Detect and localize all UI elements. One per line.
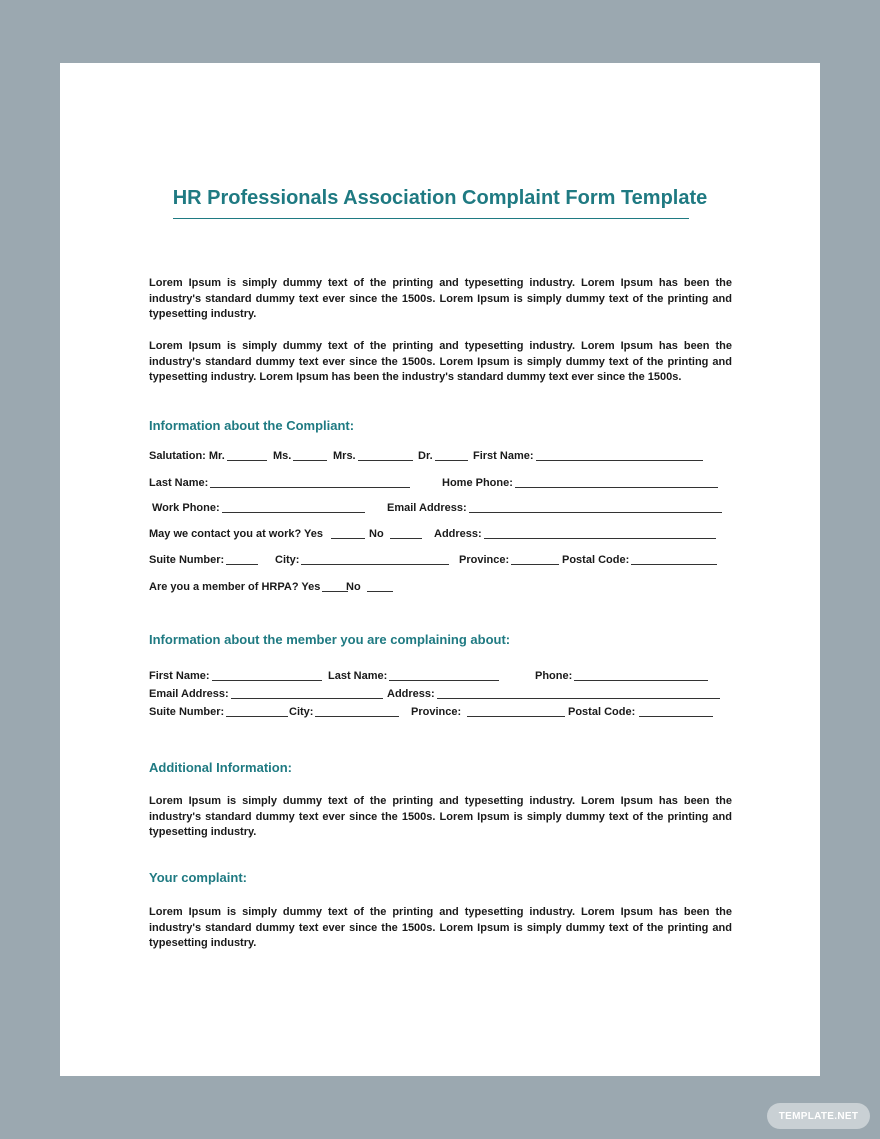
province-label: Province: xyxy=(459,554,510,566)
home-phone-label: Home Phone: xyxy=(442,477,513,489)
ms-label: Ms. xyxy=(273,450,292,462)
mrs-label: Mrs. xyxy=(333,450,356,462)
work-phone-label: Work Phone: xyxy=(152,502,220,514)
mr-field[interactable] xyxy=(227,460,267,461)
hrpa-yes-field[interactable] xyxy=(322,591,348,592)
member-address-label: Address: xyxy=(387,688,435,700)
suite-label: Suite Number: xyxy=(149,554,225,566)
home-phone-field[interactable] xyxy=(515,487,718,488)
first-name-label: First Name: xyxy=(473,450,534,462)
address-label: Address: xyxy=(434,528,482,540)
member-suite-field[interactable] xyxy=(226,716,288,717)
suite-field[interactable] xyxy=(226,564,258,565)
hrpa-no-field[interactable] xyxy=(367,591,393,592)
email-field[interactable] xyxy=(469,512,722,513)
member-province-field[interactable] xyxy=(467,716,565,717)
member-address-field[interactable] xyxy=(437,698,720,699)
first-name-field[interactable] xyxy=(536,460,703,461)
dr-label: Dr. xyxy=(418,450,433,462)
member-phone-label: Phone: xyxy=(535,670,573,682)
mrs-field[interactable] xyxy=(358,460,413,461)
contact-no-label: No xyxy=(369,528,384,540)
member-first-name-field[interactable] xyxy=(212,680,322,681)
hrpa-no-label: No xyxy=(346,581,361,593)
member-email-label: Email Address: xyxy=(149,688,229,700)
member-email-field[interactable] xyxy=(231,698,383,699)
ms-field[interactable] xyxy=(293,460,327,461)
dr-field[interactable] xyxy=(435,460,468,461)
section-heading-complaint: Your complaint: xyxy=(149,870,247,885)
member-postal-field[interactable] xyxy=(639,716,713,717)
city-field[interactable] xyxy=(301,564,449,565)
work-phone-field[interactable] xyxy=(222,512,365,513)
salutation-label: Salutation: Mr. xyxy=(149,450,225,462)
province-field[interactable] xyxy=(511,564,559,565)
member-suite-label: Suite Number: xyxy=(149,706,225,718)
city-label: City: xyxy=(275,554,300,566)
member-city-label: City: xyxy=(289,706,314,718)
section-heading-member: Information about the member you are complaining about: xyxy=(149,632,511,647)
document-title: HR Professionals Association Complaint Form Template xyxy=(172,187,708,209)
member-last-name-label: Last Name: xyxy=(328,670,388,682)
intro-paragraph-2: Lorem Ipsum is simply dummy text of the printing and typesetting industry. Lorem Ipsum has been the industry's standard dummy text ever since the 1500s. Lorem Ipsum is simply dummy text of the printing and typesetting industry. Lorem Ipsum has been the industry's standard dummy text ever since the 1500s. xyxy=(149,340,732,383)
intro-paragraph-1: Lorem Ipsum is simply dummy text of the printing and typesetting industry. Lorem Ipsum has been the industry's standard dummy text ever since the 1500s. Lorem Ipsum is simply dummy text of the printing and typesetting industry. xyxy=(149,277,732,320)
member-first-name-label: First Name: xyxy=(149,670,210,682)
member-province-label: Province: xyxy=(411,706,462,718)
contact-yes-field[interactable] xyxy=(331,538,365,539)
member-city-field[interactable] xyxy=(315,716,399,717)
last-name-label: Last Name: xyxy=(149,477,209,489)
section-heading-additional: Additional Information: xyxy=(149,760,292,775)
title-underline xyxy=(173,218,689,219)
last-name-field[interactable] xyxy=(210,487,410,488)
address-field[interactable] xyxy=(484,538,716,539)
section-heading-complainant: Information about the Compliant: xyxy=(149,418,355,433)
hrpa-member-label: Are you a member of HRPA? Yes xyxy=(149,581,321,593)
member-last-name-field[interactable] xyxy=(389,680,499,681)
document-page xyxy=(60,63,820,1076)
additional-info-paragraph: Lorem Ipsum is simply dummy text of the printing and typesetting industry. Lorem Ipsum has been the industry's standard dummy text ever since the 1500s. Lorem Ipsum is simply dummy text of the printing and typesetting industry. xyxy=(149,795,732,838)
contact-at-work-label: May we contact you at work? Yes xyxy=(149,528,324,540)
contact-no-field[interactable] xyxy=(390,538,422,539)
postal-field[interactable] xyxy=(631,564,717,565)
member-postal-label: Postal Code: xyxy=(568,706,636,718)
template-net-watermark: TEMPLATE.NET xyxy=(767,1103,870,1129)
complaint-paragraph: Lorem Ipsum is simply dummy text of the printing and typesetting industry. Lorem Ipsum has been the industry's standard dummy text ever since the 1500s. Lorem Ipsum is simply dummy text of the printing and typesetting industry. xyxy=(149,906,732,949)
email-label: Email Address: xyxy=(387,502,467,514)
postal-label: Postal Code: xyxy=(562,554,630,566)
member-phone-field[interactable] xyxy=(574,680,708,681)
